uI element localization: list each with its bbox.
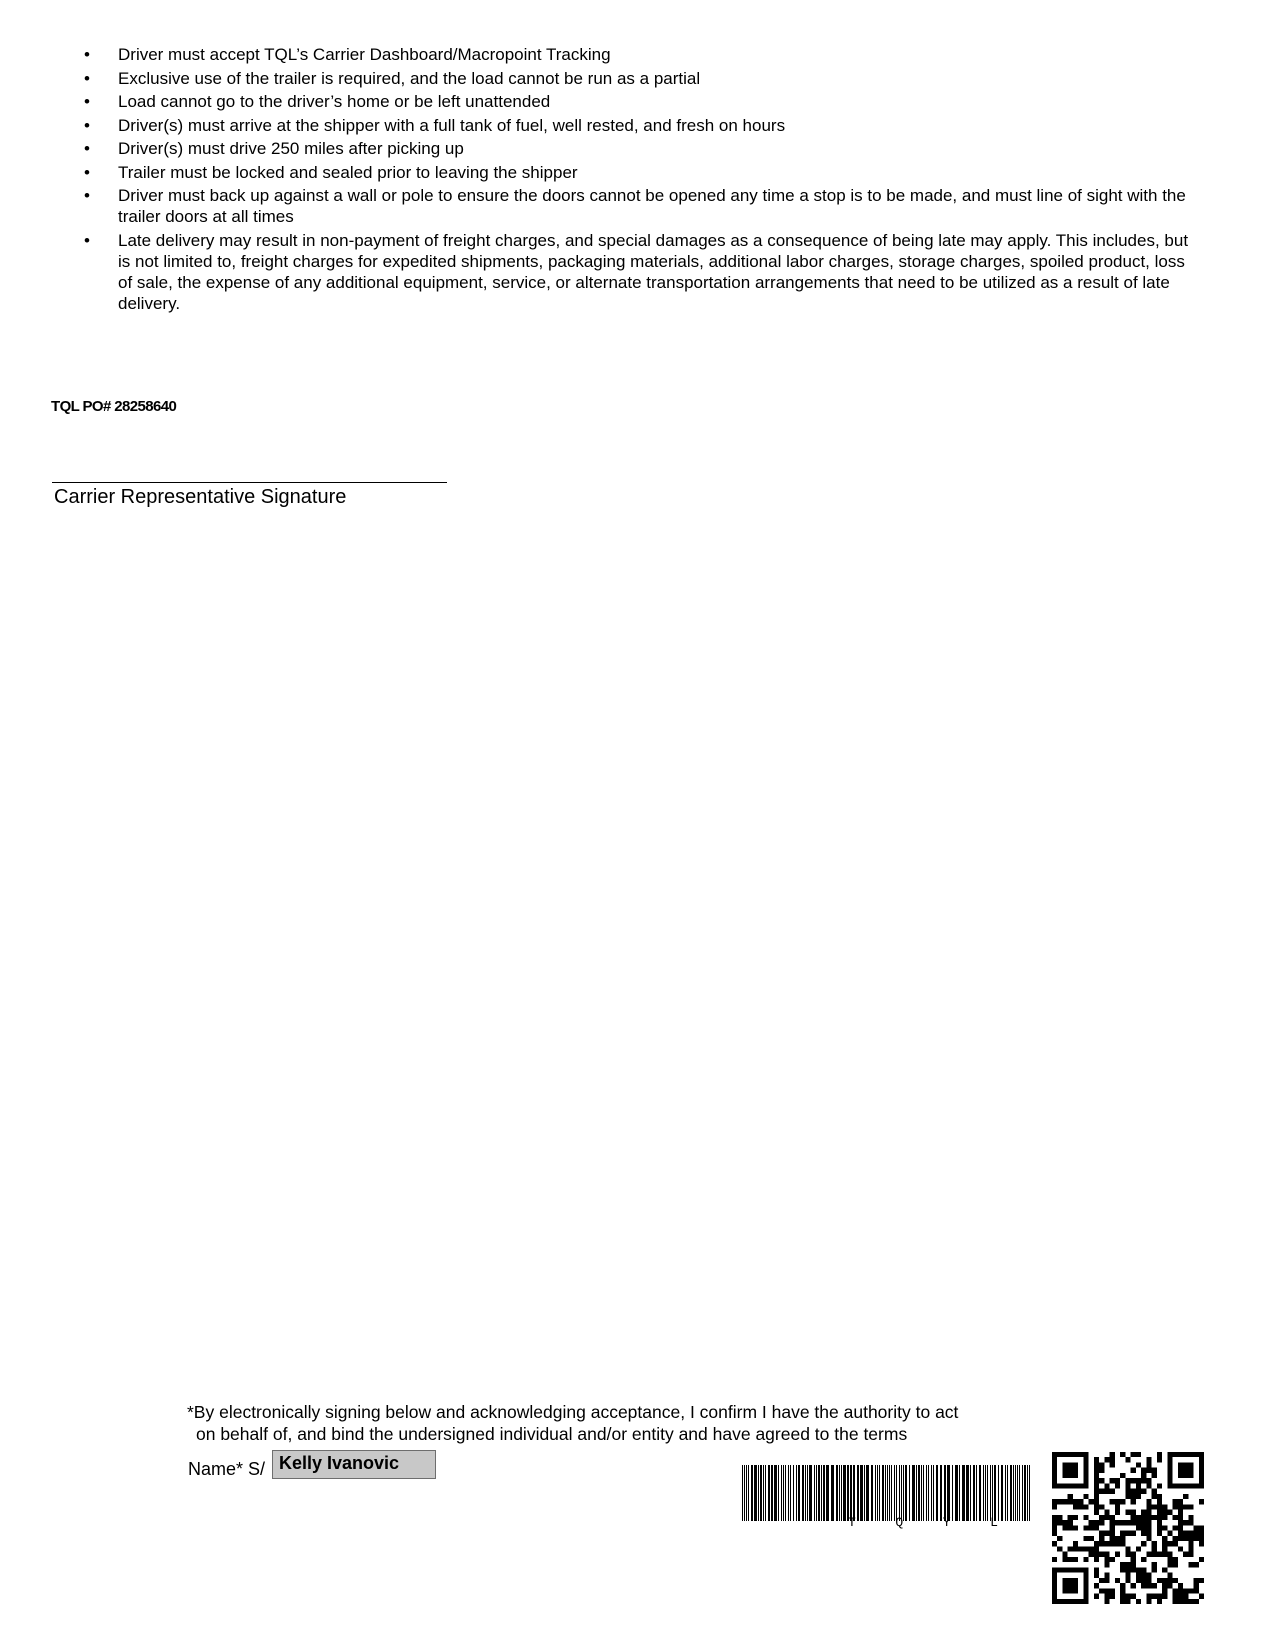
terms-list <box>118 44 1198 316</box>
term-item: • Driver(s) must drive 250 miles after picking up <box>118 138 1198 159</box>
term-item: • Driver must accept TQL’s Carrier Dashboard/Macropoint Tracking <box>118 44 1198 65</box>
barcode-char: T <box>848 1515 856 1530</box>
barcode-text <box>848 1515 998 1530</box>
qr-code <box>1052 1452 1204 1604</box>
signature-line <box>52 482 447 483</box>
term-item: • Load cannot go to the driver’s home or be left unattended <box>118 91 1198 112</box>
term-item: • Trailer must be locked and sealed prior to leaving the shipper <box>118 162 1198 183</box>
term-item: • Driver must back up against a wall or pole to ensure the doors cannot be opened any time a stop is to be made, and must line of sight with the trailer doors at all times <box>118 185 1198 227</box>
barcode-char: L <box>990 1515 998 1530</box>
signature-label: Carrier Representative Signature <box>54 486 347 508</box>
name-field[interactable]: Kelly Ivanovic <box>272 1450 436 1479</box>
barcode <box>742 1465 1032 1521</box>
acknowledgement-text <box>187 1401 1037 1445</box>
acknowledgement-line-1: *By electronically signing below and acknowledging acceptance, I confirm I have the authority to act <box>187 1402 959 1422</box>
barcode-char: Y <box>942 1515 951 1530</box>
term-item: • Exclusive use of the trailer is required, and the load cannot be run as a partial <box>118 68 1198 89</box>
name-label: Name* S/ <box>188 1459 266 1479</box>
po-number: TQL PO# 28258640 <box>51 398 177 415</box>
term-item: • Driver(s) must arrive at the shipper with a full tank of fuel, well rested, and fresh on hours <box>118 115 1198 136</box>
acknowledgement-line-2: on behalf of, and bind the undersigned individual and/or entity and have agreed to the terms <box>196 1424 908 1444</box>
term-item: • Late delivery may result in non-payment of freight charges, and special damages as a consequence of being late may apply. This includes, but is not limited to, freight charges for expedited shipments, packaging materials, additional labor charges, storage charges, spoiled product, loss of sale, the expense of any additional equipment, service, or alternate transportation arrangements that need to be utilized as a result of late delivery. <box>118 230 1198 314</box>
barcode-char: Q <box>895 1515 904 1530</box>
